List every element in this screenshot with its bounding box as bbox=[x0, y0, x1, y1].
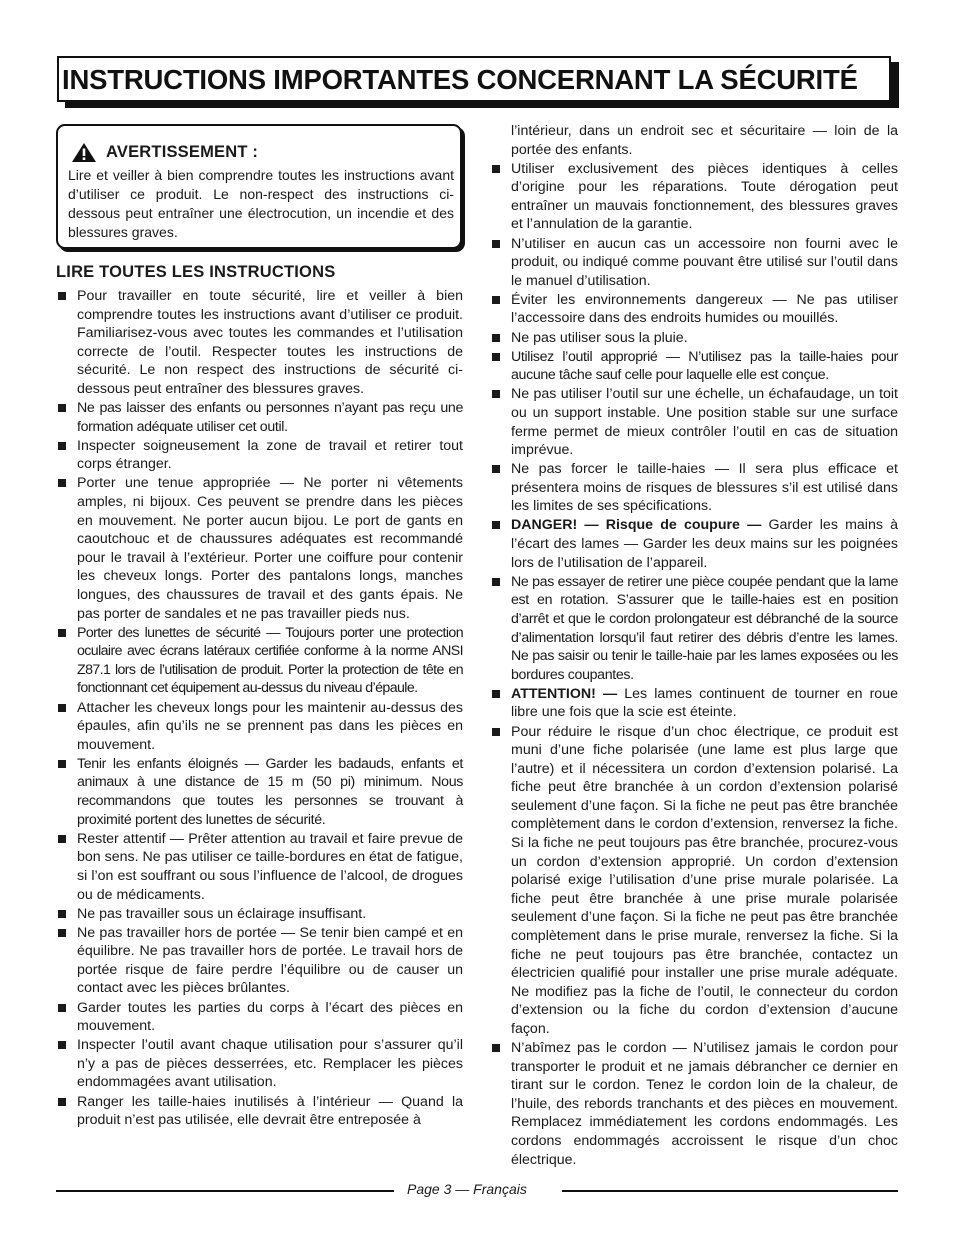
list-item: Porter une tenue appropriée — Ne porter ni vêtements amples, ni bijoux. Ces peuvent se prendre dans les pièces en mouvement. Ne porter aucun bijou. Le port de gants en caoutchouc et de chaussures adéquates est recommandé pour le travail à l’extérieur. Porter une coiffure pour contenir les cheveux longs. Porter des pantalons longs, manches longues, des chaussures de travail et des gants épais. Ne pas porter de sandales et ne pas travailler pieds nus. bbox=[56, 474, 463, 623]
list-item: Inspecter l’outil avant chaque utilisation pour s’assurer qu’il n’y a pas de pièces desserrées, etc. Remplacer les pièces endommagées avant utilisation. bbox=[56, 1036, 463, 1092]
list-item: Ne pas utiliser sous la pluie. bbox=[490, 329, 898, 348]
danger-item bbox=[490, 516, 898, 572]
page-footer: Page 3 — Français bbox=[407, 1181, 527, 1197]
title-banner bbox=[57, 56, 891, 102]
attention-text: Les lames continuent de tourner en roue libre une fois que la scie est éteinte. bbox=[511, 685, 898, 721]
list-item: Ranger les taille-haies inutilisés à l’intérieur — Quand la produit n’est pas utilisée, elle devrait être entreposée à bbox=[56, 1093, 463, 1130]
list-item: N’abîmez pas le cordon — N’utilisez jamais le cordon pour transporter le produit et ne jamais débrancher ce dernier en tirant sur le cordon. Tenez le cordon loin de la chaleur, de l’huile, des rebords tranchants et des pièces en mouvement. Remplacez immédiatement les cordons endommagés. Les cordons endommagés accroissent le risque d’un choc électrique. bbox=[490, 1039, 898, 1169]
footer-rule-left bbox=[56, 1190, 394, 1192]
list-item: Porter des lunettes de sécurité — Toujours porter une protection oculaire avec écrans latéraux certifiée conforme à la norme ANSI Z87.1 lors de l’utilisation de produit. Porter la protection de tête en fonctionnant cet équipement au-dessus du niveau d’épaule. bbox=[56, 624, 463, 698]
list-item: Pour travailler en toute sécurité, lire et veiller à bien comprendre toutes les instructions avant d’utiliser ce produit. Familiarisez-vous avec toutes les commandes et l’utilisation correcte de l’outil. Respecter toutes les instructions de sécurité. Le non respect des instructions de sécurité ci-dessous peut entraîner des blessures graves. bbox=[56, 287, 463, 399]
warning-header bbox=[71, 142, 258, 163]
list-item: Ne pas laisser des enfants ou personnes n’ayant pas reçu une formation adéquate utiliser cet outil. bbox=[56, 399, 463, 436]
list-item: Utiliser exclusivement des pièces identiques à celles d’origine pour les réparations. Toute dérogation peut entraîner un mauvais fonctionnement, des blessures graves et l’annulation de la garantie. bbox=[490, 160, 898, 234]
list-item: Pour réduire le risque d’un choc électrique, ce produit est muni d’une fiche polarisée (une lame est plus large que l’autre) et il nécessitera un cordon d’extension polarisé. La fiche peut être branchée à un cordon d’extension polarisé seulement d’une façon. Si la fiche ne peut pas être branchée complètement dans le cordon d’extension, renversez la fiche. Si la fiche ne peut toujours pas être branchée, procurez-vous un cordon d’extension approprié. Un cordon d’extension polarisé exige l’utilisation d’une prise murale polarisée. La fiche peut être branchée à une prise murale polarisée seulement d’une façon. Si la fiche ne peut pas être branchée complètement dans le prise murale, renversez la fiche. Si la fiche ne peut toujours pas être branchée, contactez un électricien qualifié pour installer une prise murale adéquate. Ne modifiez pas la fiche de l’outil, le connecteur du cordon d’extension ou la fiche du cordon d’extension d’aucune façon. bbox=[490, 723, 898, 1039]
danger-text: Garder les mains à l’écart des lames — Garder les deux mains sur les poignées lors de l’utilisation de l’appareil. bbox=[511, 517, 898, 571]
attention-item bbox=[490, 685, 898, 722]
list-item-continued: l’intérieur, dans un endroit sec et sécuritaire — loin de la portée des enfants. bbox=[511, 123, 898, 158]
footer-rule-right bbox=[562, 1190, 898, 1192]
list-item: Garder toutes les parties du corps à l’écart des pièces en mouvement. bbox=[56, 999, 463, 1036]
list-item: Ne pas travailler sous un éclairage insuffisant. bbox=[56, 905, 463, 924]
list-item: Ne pas forcer le taille-haies — Il sera plus efficace et présentera moins de risques de blessures s’il est utilisé dans les limites de ses spécifications. bbox=[490, 460, 898, 516]
list-item: Inspecter soigneusement la zone de travail et retirer tout corps étranger. bbox=[56, 437, 463, 474]
danger-lead: DANGER! — Risque de coupure — bbox=[511, 517, 762, 534]
right-column bbox=[490, 122, 898, 1170]
list-item: Rester attentif — Prêter attention au travail et faire prevue de bon sens. Ne pas utiliser ce taille-bordures en état de fatigue, si l’on est souffrant ou sous l’influence de l’alcool, de drogues ou de médicaments. bbox=[56, 830, 463, 904]
list-item: N’utiliser en aucun cas un accessoire non fourni avec le produit, ou indiqué comme pouvant être utilisé sur l’outil dans le manuel d’utilisation. bbox=[490, 235, 898, 291]
list-item: Utilisez l’outil approprié — N’utilisez pas la taille-haies pour aucune tâche sauf celle pour laquelle elle est conçue. bbox=[490, 348, 898, 385]
list-item: Attacher les cheveux longs pour les maintenir au-dessus des épaules, afin qu’ils ne se prennent pas dans les pièces en mouvement. bbox=[56, 699, 463, 755]
warning-triangle-icon bbox=[71, 142, 97, 163]
list-item: Ne pas travailler hors de portée — Se tenir bien campé et en équilibre. Ne pas travailler hors de portée. Le travail hors de portée risque de faire perdre l’équilibre ou de causer un contact avec les pièces brûlantes. bbox=[56, 924, 463, 998]
list-item: Ne pas utiliser l’outil sur une échelle, un échafaudage, un toit ou un support instable. Une position stable sur une surface ferme permet de mieux contrôler l’outil en cas de situation imprévue. bbox=[490, 385, 898, 459]
list-item: Éviter les environnements dangereux — Ne pas utiliser l’accessoire dans des endroits humides ou mouillés. bbox=[490, 291, 898, 328]
section-heading: LIRE TOUTES LES INSTRUCTIONS bbox=[56, 263, 336, 281]
page-title: INSTRUCTIONS IMPORTANTES CONCERNANT LA SÉCURITÉ bbox=[62, 64, 858, 95]
attention-lead: ATTENTION! — bbox=[511, 685, 618, 702]
left-column bbox=[56, 287, 463, 1130]
warning-text: Lire et veiller à bien comprendre toutes les instructions avant d’utiliser ce produit. Le non-respect des instructions ci-dessous peut entraîner une électrocution, un incendie et des blessures graves. bbox=[68, 167, 454, 240]
list-item: Tenir les enfants éloignés — Garder les badauds, enfants et animaux à une distance de 15 m (50 pi) minimum. Nous recommandons que toutes les personnes se trouvant à proximité portent des lunettes de sécurité. bbox=[56, 755, 463, 829]
list-item: Ne pas essayer de retirer une pièce coupée pendant que la lame est en rotation. S’assurer que le taille-haies est en position d’arrêt et que le cordon prolongateur est débranché de la source d’alimentation lorsqu’il faut retirer des débris d’entre les lames. Ne pas saisir ou tenir le taille-haie par les lames exposées ou les bordures coupantes. bbox=[490, 573, 898, 685]
warning-box bbox=[56, 124, 462, 249]
warning-heading: AVERTISSEMENT : bbox=[106, 143, 259, 161]
